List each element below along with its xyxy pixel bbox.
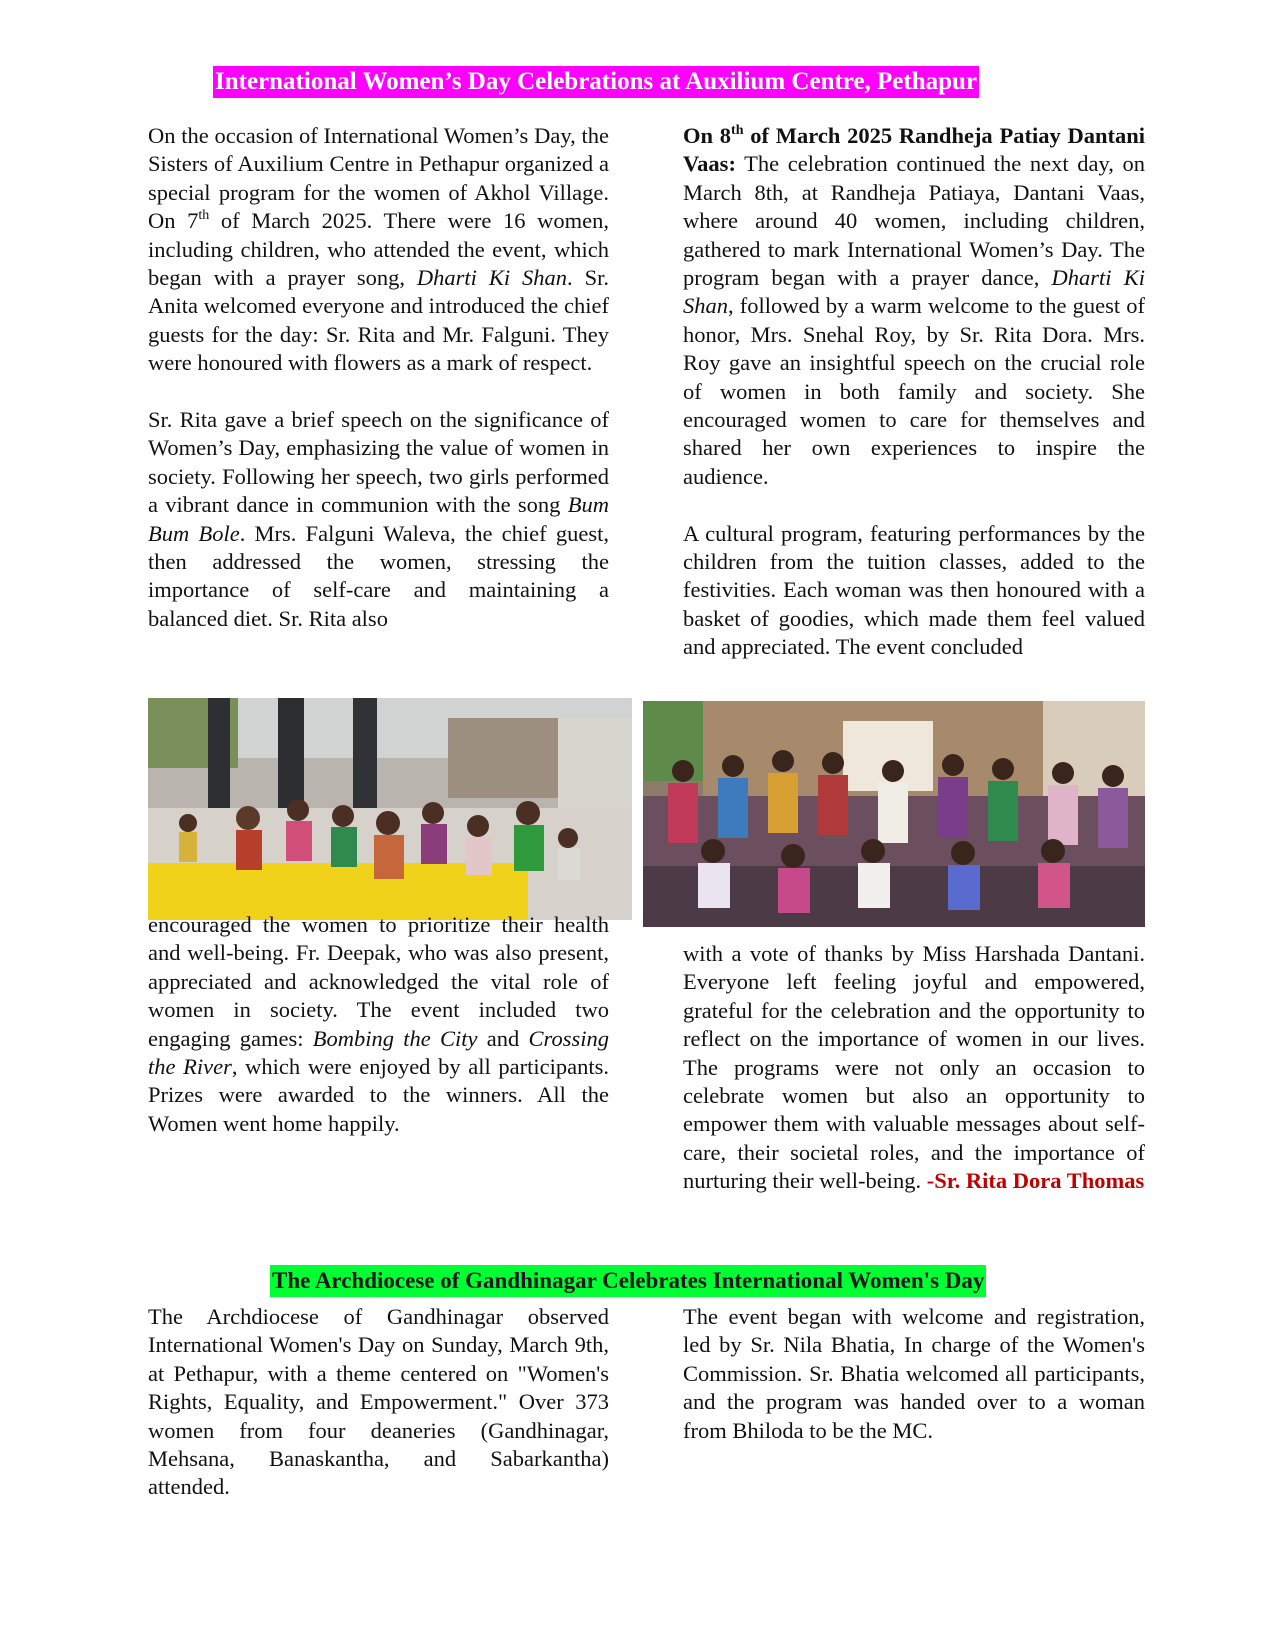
section1-left-paragraph-3: encouraged the women to prioritize their health and well-being. Fr. Deepak, who was also present, appreciated and acknowledged the vital role of women in society. The event included two engaging games: Bombing the City and Crossing the River, which were enjoyed by all participants. Prizes were awarded to the winners. All the Women went home happily. bbox=[148, 912, 609, 1136]
section1-right-column-top bbox=[683, 122, 1145, 662]
section1-left-paragraph-1: On the occasion of International Women’s Day, the Sisters of Auxilium Centre in Pethapur organized a special program for the women of Akhol Village. On 7th of March 2025. There were 16 women, including children, who attended the event, which began with a prayer song, Dharti Ki Shan. Sr. Anita welcomed everyone and introduced the chief guests for the day: Sr. Rita and Mr. Falguni. They were honoured with flowers as a mark of respect. bbox=[148, 123, 609, 376]
section1-right-paragraph-1: On 8th of March 2025 Randheja Patiay Dantani Vaas: The celebration continued the next day, on March 8th, at Randheja Patiaya, Dantani Vaas, where around 40 women, including children, gathered to mark International Women’s Day. The program began with a prayer dance, Dharti Ki Shan, followed by a warm welcome to the guest of honor, Mrs. Snehal Roy, by Sr. Rita Dora. Mrs. Roy gave an insightful speech on the crucial role of women in both family and society. She encouraged women to care for themselves and shared her own experiences to inspire the audience. bbox=[683, 123, 1145, 489]
section1-left-column-top bbox=[148, 122, 609, 633]
section1-right-column-bottom bbox=[683, 940, 1145, 1196]
section2-left-paragraph: The Archdiocese of Gandhinagar observed International Women's Day on Sunday, March 9th, at Pethapur, with a theme centered on "Women's Rights, Equality, and Empowerment." Over 373 women from four deaneries (Gandhinagar, Mehsana, Banaskantha, and Sabarkantha) attended. bbox=[148, 1304, 609, 1500]
section2-left-column bbox=[148, 1303, 609, 1502]
author-signature: -Sr. Rita Dora Thomas bbox=[926, 1168, 1145, 1194]
section1-title: International Women’s Day Celebrations at Auxilium Centre, Pethapur bbox=[213, 66, 979, 98]
section1-left-column-bottom bbox=[148, 911, 609, 1138]
randheja-group-photo bbox=[643, 701, 1145, 927]
akhol-village-group-photo bbox=[148, 698, 632, 920]
section2-right-paragraph: The event began with welcome and registration, led by Sr. Nila Bhatia, In charge of the Women's Commission. Sr. Bhatia welcomed all participants, and the program was handed over to a woman from Bhiloda to be the MC. bbox=[683, 1304, 1145, 1443]
section1-right-paragraph-2: A cultural program, featuring performances by the children from the tuition classes, added to the festivities. Each woman was then honoured with a basket of goodies, which made them feel valued and appreciated. The event concluded bbox=[683, 520, 1145, 660]
section2-right-column bbox=[683, 1303, 1145, 1445]
section2-title: The Archdiocese of Gandhinagar Celebrates International Women's Day bbox=[270, 1265, 986, 1297]
section1-left-paragraph-2: Sr. Rita gave a brief speech on the significance of Women’s Day, emphasizing the value of women in society. Following her speech, two girls performed a vibrant dance in communion with the song Bum Bum Bole. Mrs. Falguni Waleva, the chief guest, then addressed the women, stressing the importance of self-care and maintaining a balanced diet. Sr. Rita also bbox=[148, 407, 609, 631]
section1-right-paragraph-3: with a vote of thanks by Miss Harshada Dantani. Everyone left feeling joyful and empowered, grateful for the celebration and the opportunity to reflect on the importance of women in our lives. The programs were not only an occasion to celebrate women but also an opportunity to empower them with valuable messages about self-care, their societal roles, and the importance of nurturing their well-being. -Sr. Rita Dora Thomas bbox=[683, 941, 1145, 1194]
